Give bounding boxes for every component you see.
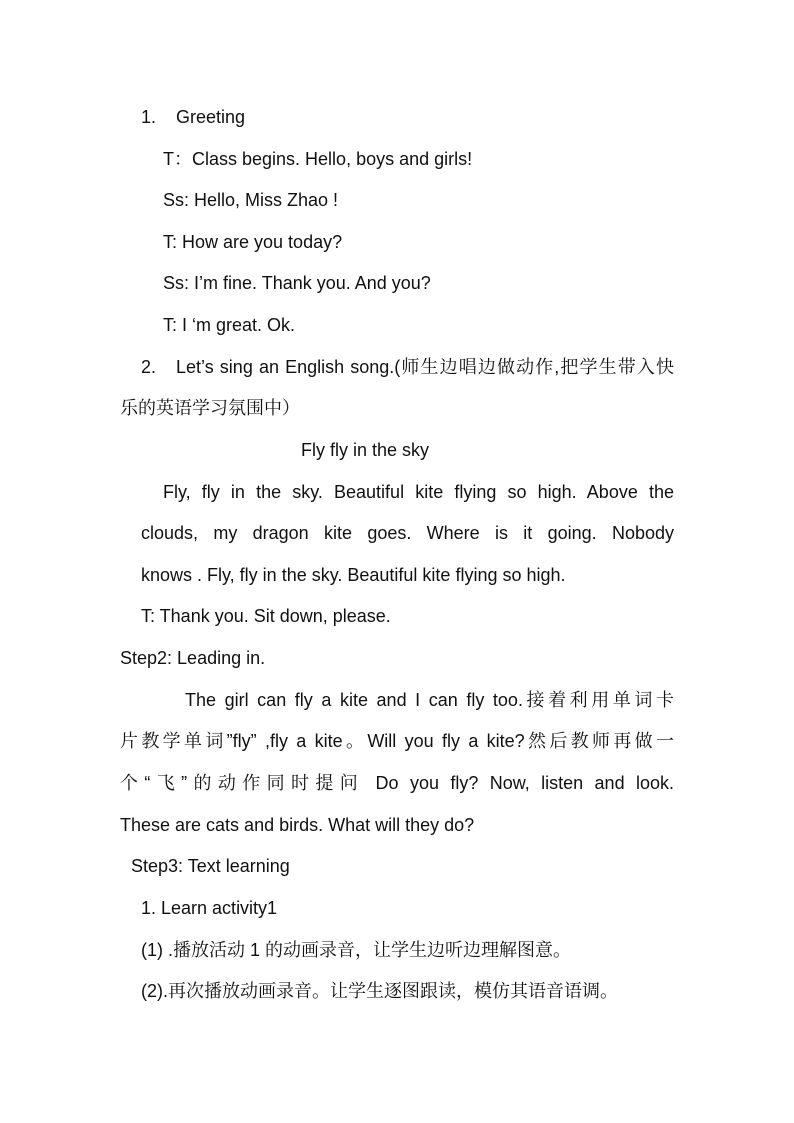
- greeting-item: [141, 105, 245, 129]
- paragraph-text: These are cats and birds. What will they do?: [120, 815, 475, 835]
- activity-step: (1) .播放活动 1 的动画录音，让学生边听边理解图意。: [141, 940, 572, 960]
- paragraph-text: 乐的英语学习氛围中）: [120, 398, 300, 418]
- section-heading: Greeting: [176, 107, 246, 127]
- dialogue-line: T: Thank you. Sit down, please.: [141, 606, 391, 626]
- step-heading: Step2: Leading in.: [120, 648, 266, 668]
- dialogue-line: Ss: Hello, Miss Zhao !: [163, 190, 339, 210]
- list-number: 1.: [141, 107, 157, 127]
- paragraph-text: The girl can fly a kite and I can fly too.接着利用单词卡: [185, 690, 674, 710]
- paragraph-text: Let’s sing an English song.(师生边唱边做动作,把学生带入快: [176, 357, 674, 377]
- song-title: Fly fly in the sky: [301, 440, 430, 460]
- activity-step: (2).再次播放动画录音。让学生逐图跟读，模仿其语音语调。: [141, 981, 618, 1001]
- step-heading: Step3: Text learning: [131, 856, 290, 876]
- song-lyrics: clouds, my dragon kite goes. Where is it going. Nobody: [141, 523, 674, 543]
- song-item: [141, 355, 674, 379]
- song-lyrics: Fly, fly in the sky. Beautiful kite flying so high. Above the: [163, 482, 674, 502]
- dialogue-line: T: How are you today?: [163, 232, 343, 252]
- paragraph-text: 片教学单词”fly” ,fly a kite。Will you fly a kite?然后教师再做一: [120, 731, 674, 751]
- dialogue-line: T: I ‘m great. Ok.: [163, 315, 296, 335]
- dialogue-line: T：Class begins. Hello, boys and girls!: [163, 149, 473, 169]
- list-number: 2.: [141, 357, 157, 377]
- paragraph-text: 个“飞”的动作同时提问 Do you fly? Now, listen and look.: [120, 773, 674, 793]
- song-lyrics: knows . Fly, fly in the sky. Beautiful kite flying so high.: [141, 565, 566, 585]
- dialogue-line: Ss: I’m fine. Thank you. And you?: [163, 273, 431, 293]
- activity-heading: 1. Learn activity1: [141, 898, 278, 918]
